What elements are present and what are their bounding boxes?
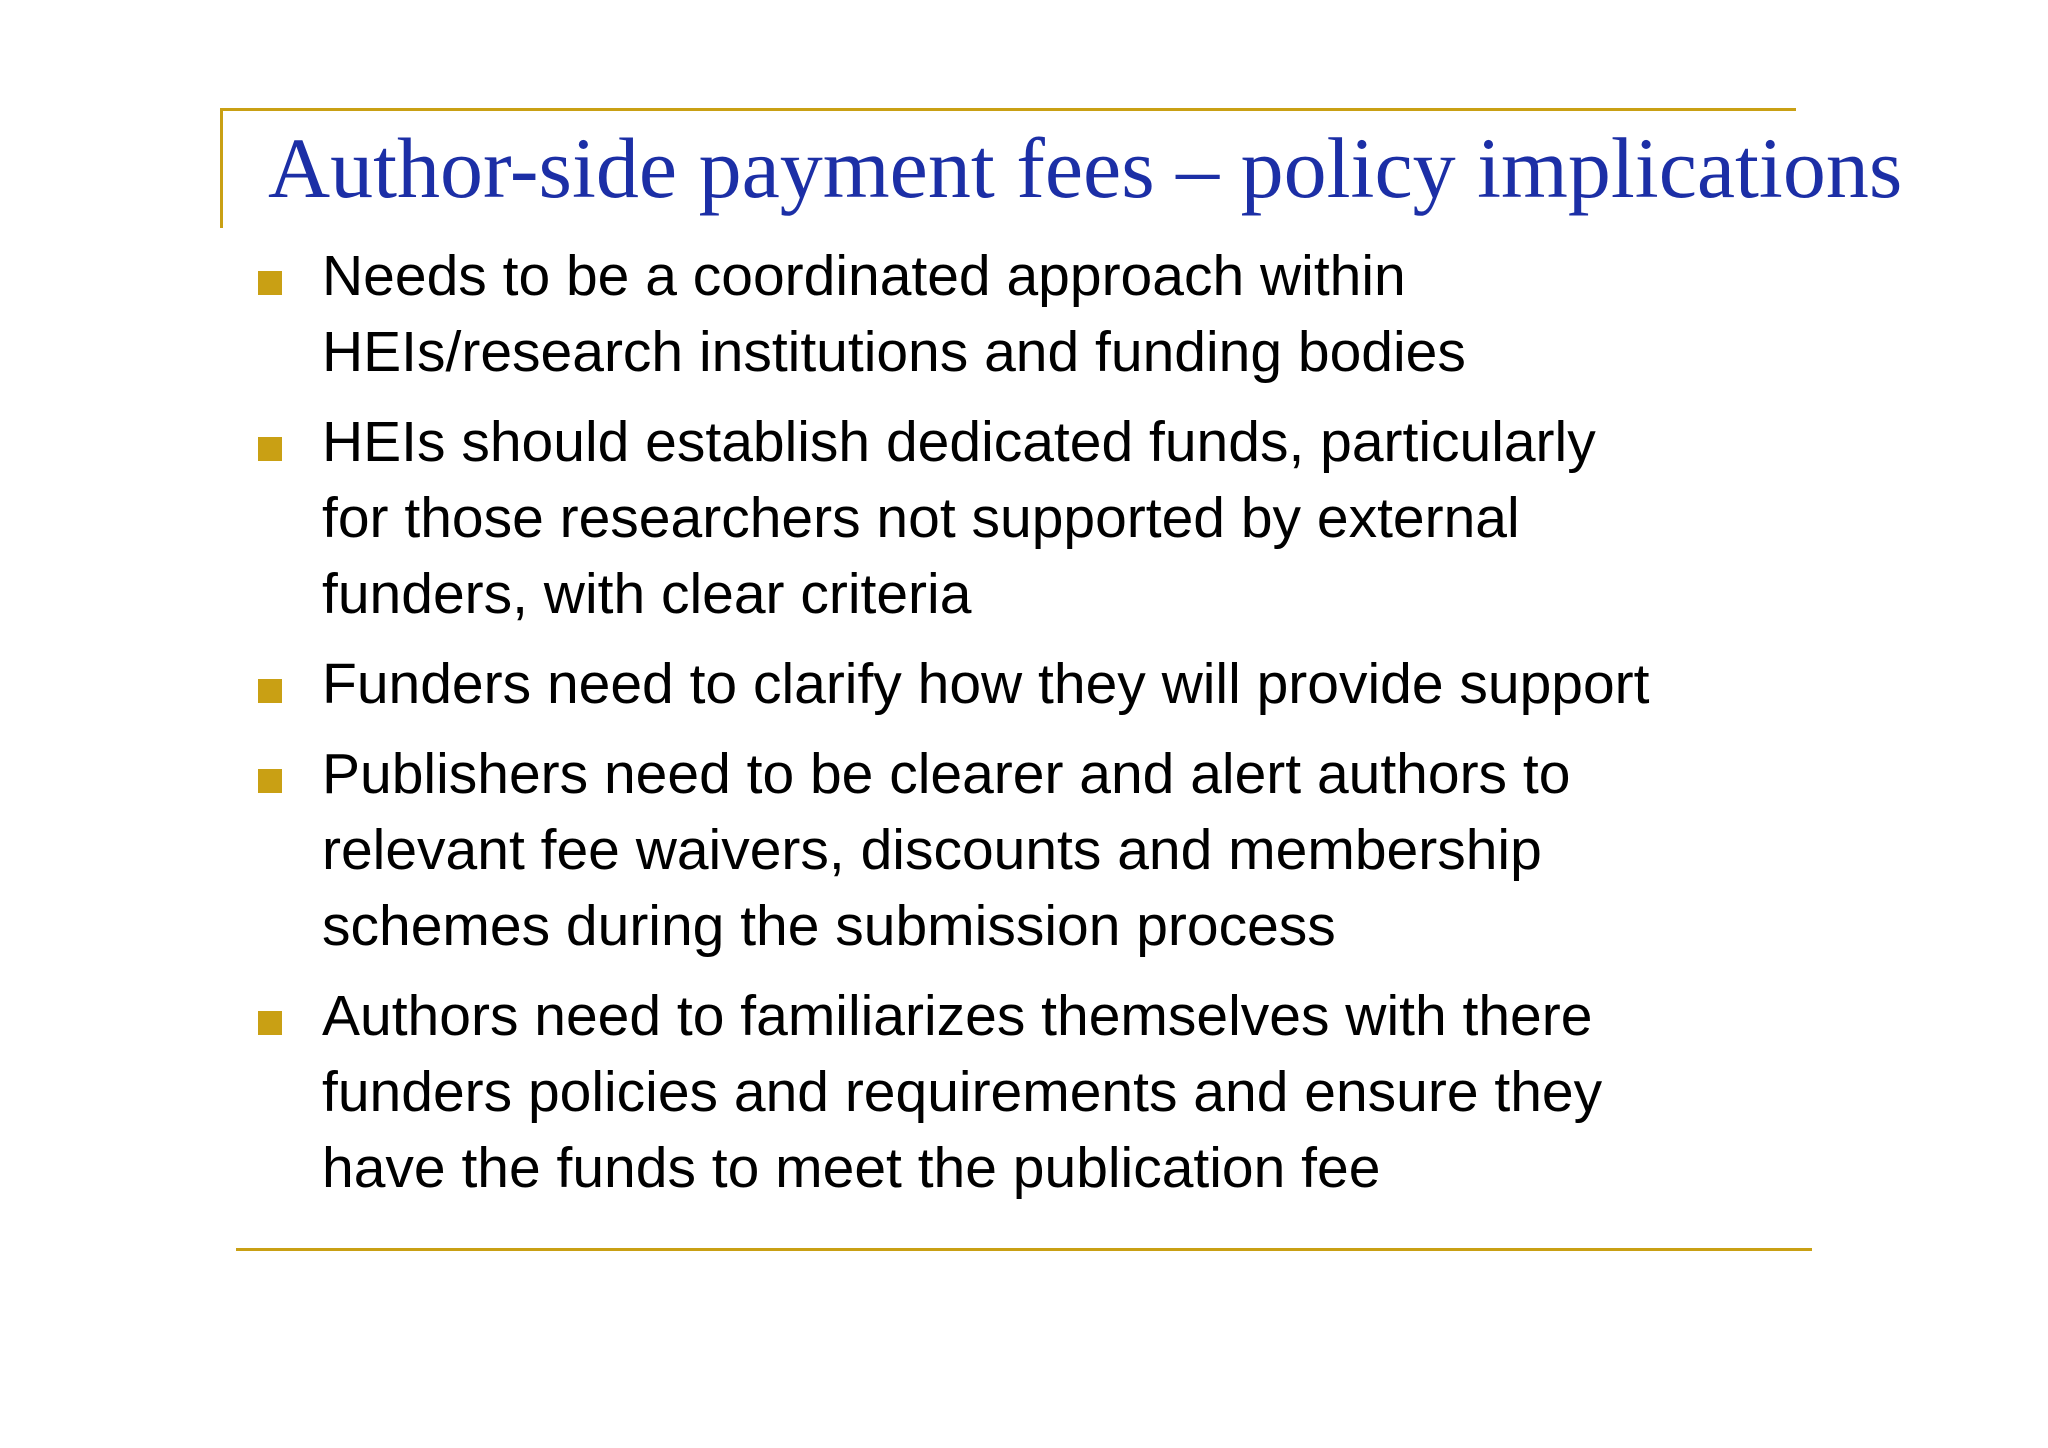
square-bullet-icon	[258, 437, 282, 461]
bullet-item	[256, 238, 1856, 390]
bullet-text-line: Funders need to clarify how they will provide support	[322, 652, 1650, 716]
square-bullet-icon	[258, 769, 282, 793]
bullet-item	[256, 978, 1856, 1206]
left-divider	[220, 108, 223, 228]
bullet-text-line: Authors need to familiarizes themselves with there	[322, 984, 1593, 1048]
bullet-item	[256, 646, 1856, 722]
square-bullet-icon	[258, 271, 282, 295]
slide-title: Author-side payment fees – policy implications	[268, 120, 1903, 216]
bullet-text-line: have the funds to meet the publication fee	[322, 1136, 1381, 1200]
bullet-text-line: funders policies and requirements and ensure they	[322, 1060, 1603, 1124]
bullet-text-line: Publishers need to be clearer and alert authors to	[322, 742, 1571, 806]
bullet-text-line: schemes during the submission process	[322, 894, 1336, 958]
top-divider	[220, 108, 1796, 111]
square-bullet-icon	[258, 679, 282, 703]
bullet-text-line: HEIs should establish dedicated funds, particularly	[322, 410, 1596, 474]
bottom-divider	[236, 1248, 1812, 1251]
bullet-list	[256, 238, 1856, 1220]
bullet-text-line: HEIs/research institutions and funding bodies	[322, 320, 1466, 384]
bullet-text-line: for those researchers not supported by external	[322, 486, 1520, 550]
bullet-text-line: relevant fee waivers, discounts and membership	[322, 818, 1542, 882]
square-bullet-icon	[258, 1011, 282, 1035]
bullet-item	[256, 736, 1856, 964]
bullet-item	[256, 404, 1856, 632]
bullet-text-line: Needs to be a coordinated approach within	[322, 244, 1406, 308]
bullet-text-line: funders, with clear criteria	[322, 562, 972, 626]
